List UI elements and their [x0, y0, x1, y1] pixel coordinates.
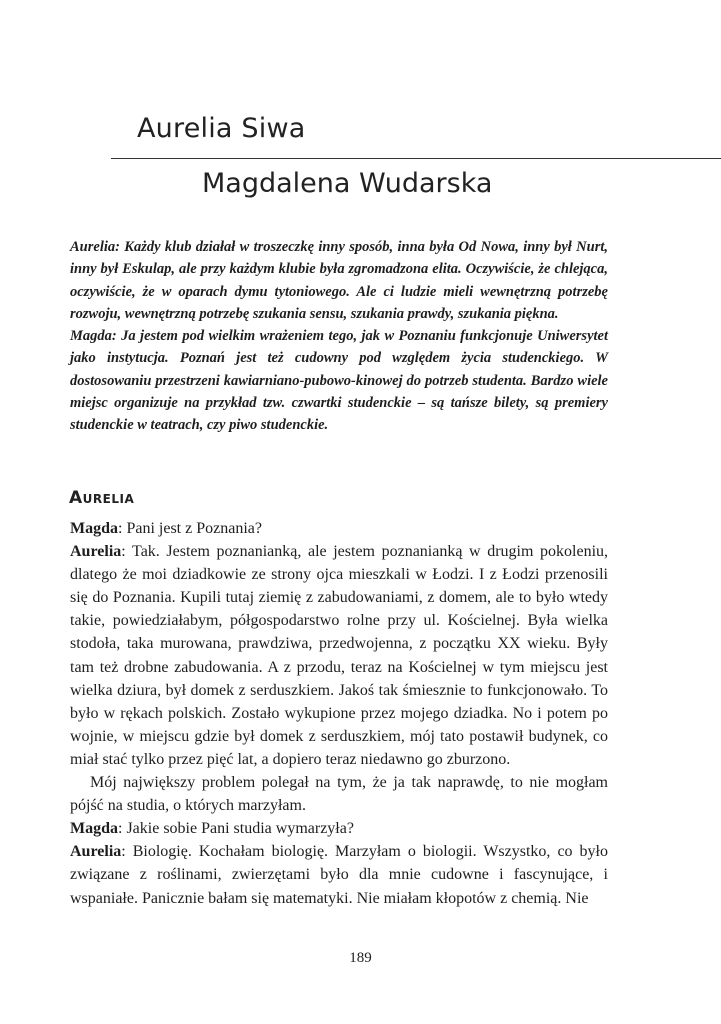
title-divider	[111, 158, 721, 159]
abstract-block	[70, 236, 608, 437]
speaker-name: Magda	[70, 820, 118, 838]
dialogue-paragraph	[70, 840, 608, 909]
author-name-primary: Aurelia Siwa	[137, 113, 306, 144]
abstract-paragraph: Magda: Ja jestem pod wielkim wrażeniem tego, jak w Poznaniu funkcjonuje Uniwersytet jako instytucja. Poznań jest też cudowny pod względem życia studenckiego. W dostosowaniu przestrzeni kawiarniano-pubowo-kinowej do potrzeb studenta. Bardzo wiele miejsc organizuje na przykład tzw. czwartki studenckie – są tańsze bilety, są premiery studenckie w teatrach, czy piwo studenckie.	[70, 328, 608, 434]
speaker-separator: :	[121, 843, 133, 861]
speaker-separator: :	[118, 520, 127, 537]
dialogue-paragraph	[70, 771, 608, 817]
dialogue-paragraph	[70, 517, 608, 540]
page-number: 189	[349, 950, 372, 966]
author-name-secondary: Magdalena Wudarska	[202, 168, 493, 199]
section-heading: Aurelia	[69, 488, 135, 508]
speaker-name: Aurelia	[70, 543, 122, 561]
speaker-name: Magda	[70, 520, 118, 537]
dialogue-text: Biologię. Kochałam biologię. Marzyłam o biologii. Wszystko, co było związane z roślinami, zwierzętami było dla mnie cudowne i fascynujące, i wspaniałe. Panicznie bałam się matematyki. Nie miałam kłopotów z chemią. Nie	[70, 843, 609, 907]
dialogue-text: Tak. Jestem poznanianką, ale jestem poznanianką w drugim pokoleniu, dlatego że moi dziadkowie ze strony ojca mieszkali w Łodzi. I z Łodzi przenosili się do Poznania. Kupili tutaj ziemię z zabudowaniami, z domem, ale to było wtedy takie, powiedziałabym, półgospodarstwo rolne przy ul. Kościelnej. Była wielka stodoła, taka murowana, prawdziwa, przedwojenna, z początku XX wieku. Były tam też drobne zabudowania. A z przodu, teraz na Kościelnej w tym miejscu jest wielka dziura, był domek z serduszkiem. Jakoś tak śmiesznie to funkcjonowało. To było w rękach polskich. Zostało wykupione przez mojego dziadka. No i potem po wojnie, w miejscu gdzie był domek z serduszkiem, mój tato postawił budynek, co miał stać tylko przez pięć lat, a dopiero teraz niedawno go zburzono.	[70, 543, 609, 768]
speaker-separator: :	[121, 543, 133, 561]
speaker-separator: :	[118, 820, 127, 838]
interview-body	[70, 517, 608, 910]
abstract-paragraph: Aurelia: Każdy klub działał w troszeczkę inny sposób, inna była Od Nowa, inny był Nurt, inny był Eskulap, ale przy każdym klubie była zgromadzona elita. Oczywiście, że chlejąca, oczywiście, że w oparach dymu tytoniowego. Ale ci ludzie mieli wewnętrzną potrzebę rozwoju, wewnętrzną potrzebę szukania sensu, szukania prawdy, szukania piękna.	[70, 239, 608, 322]
dialogue-text: Mój największy problem polegał na tym, że ja tak naprawdę, to nie mogłam pójść na studia, o których marzyłam.	[70, 774, 608, 815]
dialogue-text: Pani jest z Poznania?	[126, 520, 262, 537]
speaker-name: Aurelia	[70, 843, 122, 861]
dialogue-text: Jakie sobie Pani studia wymarzyła?	[126, 820, 354, 838]
dialogue-paragraph	[70, 817, 608, 840]
dialogue-paragraph	[70, 540, 608, 771]
